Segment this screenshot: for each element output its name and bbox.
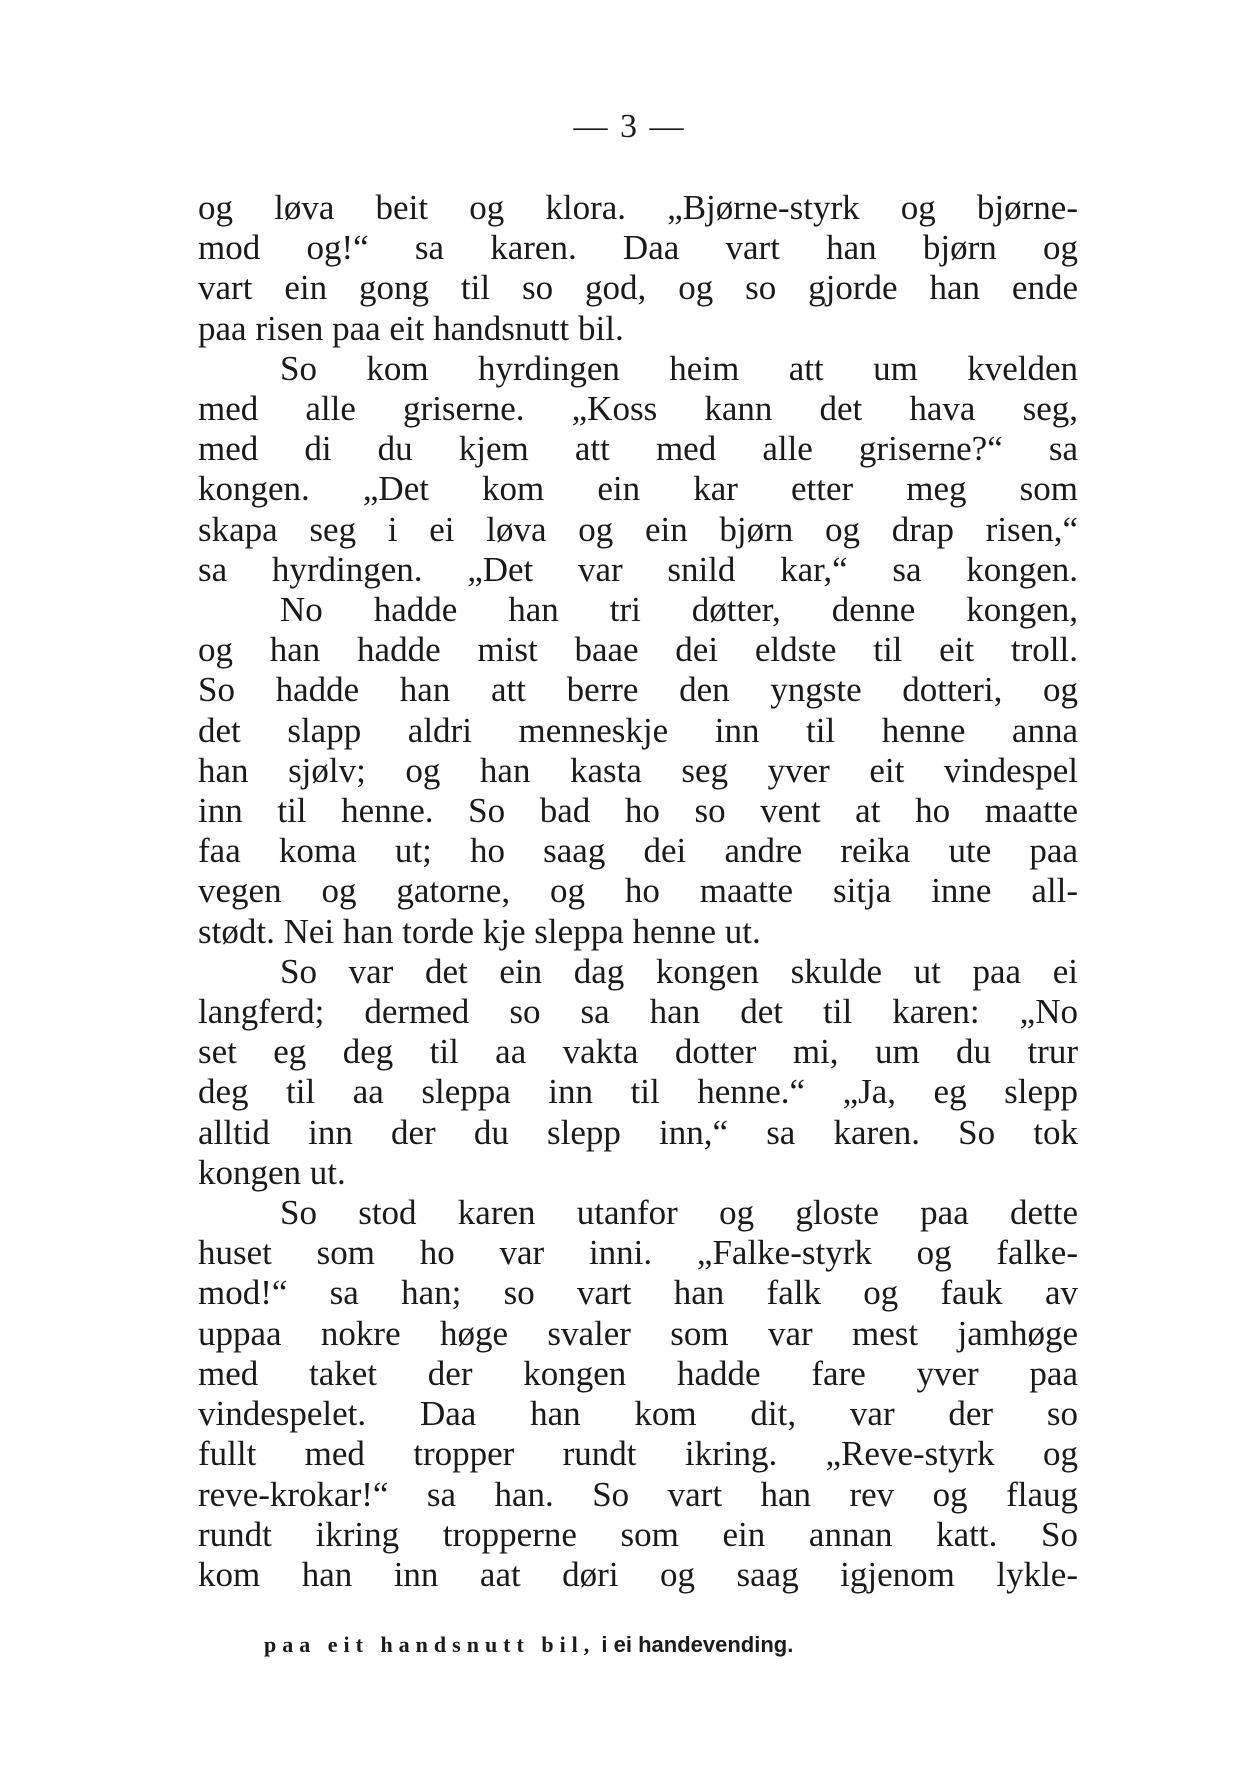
- text-line: med alle griserne. „Koss kann det hava seg,: [198, 389, 1078, 429]
- text-line: kongen. „Det kom ein kar etter meg som: [198, 469, 1078, 509]
- footnote-term: paa eit handsnutt bil,: [264, 1632, 596, 1657]
- text-line: kom han inn aat døri og saag igjenom lykle-: [198, 1554, 1078, 1594]
- text-line: reve-krokar!“ sa han. So vart han rev og flaug: [198, 1474, 1078, 1514]
- text-line: vart ein gong til so god, og so gjorde han ende: [198, 268, 1078, 308]
- text-line: So hadde han att berre den yngste dotteri, og: [198, 670, 1078, 710]
- body-text: [198, 188, 1078, 1595]
- text-line: han sjølv; og han kasta seg yver eit vindespel: [198, 750, 1078, 790]
- text-line: vegen og gatorne, og ho maatte sitja inne all-: [198, 871, 1078, 911]
- page-number: — 3 —: [573, 108, 686, 145]
- text-line: alltid inn der du slepp inn,“ sa karen. So tok: [198, 1112, 1078, 1152]
- text-line: huset som ho var inni. „Falke-styrk og falke-: [198, 1233, 1078, 1273]
- text-line: med taket der kongen hadde fare yver paa: [198, 1353, 1078, 1393]
- text-line: inn til henne. So bad ho so vent at ho maatte: [198, 791, 1078, 831]
- text-line: det slapp aldri menneskje inn til henne anna: [198, 710, 1078, 750]
- text-line: vindespelet. Daa han kom dit, var der so: [198, 1394, 1078, 1434]
- footnote-definition: i ei handevending.: [601, 1632, 794, 1657]
- text-line: faa koma ut; ho saag dei andre reika ute paa: [198, 831, 1078, 871]
- text-line: uppaa nokre høge svaler som var mest jamhøge: [198, 1313, 1078, 1353]
- text-line: og løva beit og klora. „Bjørne-styrk og bjørne-: [198, 188, 1078, 227]
- text-line: So stod karen utanfor og gloste paa dette: [280, 1193, 1078, 1233]
- text-line: og han hadde mist baae dei eldste til eit troll.: [198, 630, 1078, 670]
- text-line: rundt ikring tropperne som ein annan katt. So: [198, 1514, 1078, 1554]
- text-line: sa hyrdingen. „Det var snild kar,“ sa kongen.: [198, 549, 1078, 589]
- text-line: mod!“ sa han; so vart han falk og fauk av: [198, 1273, 1078, 1313]
- text-line: deg til aa sleppa inn til henne.“ „Ja, eg slepp: [198, 1072, 1078, 1112]
- text-line: mod og!“ sa karen. Daa vart han bjørn og: [198, 228, 1078, 268]
- text-line: kongen ut.: [198, 1152, 346, 1192]
- text-line: So kom hyrdingen heim att um kvelden: [280, 348, 1078, 388]
- footnote: [264, 1632, 793, 1658]
- text-line: paa risen paa eit handsnutt bil.: [198, 308, 624, 348]
- text-line: med di du kjem att med alle griserne?“ sa: [198, 429, 1078, 469]
- text-line: skapa seg i ei løva og ein bjørn og drap risen,“: [198, 509, 1078, 549]
- text-line: stødt. Nei han torde kje sleppa henne ut.: [198, 911, 761, 951]
- text-line: langferd; dermed so sa han det til karen: „No: [198, 992, 1078, 1032]
- text-line: set eg deg til aa vakta dotter mi, um du trur: [198, 1032, 1078, 1072]
- text-line: So var det ein dag kongen skulde ut paa ei: [280, 951, 1078, 991]
- text-line: fullt med tropper rundt ikring. „Reve-styrk og: [198, 1434, 1078, 1474]
- text-line: No hadde han tri døtter, denne kongen,: [280, 590, 1078, 630]
